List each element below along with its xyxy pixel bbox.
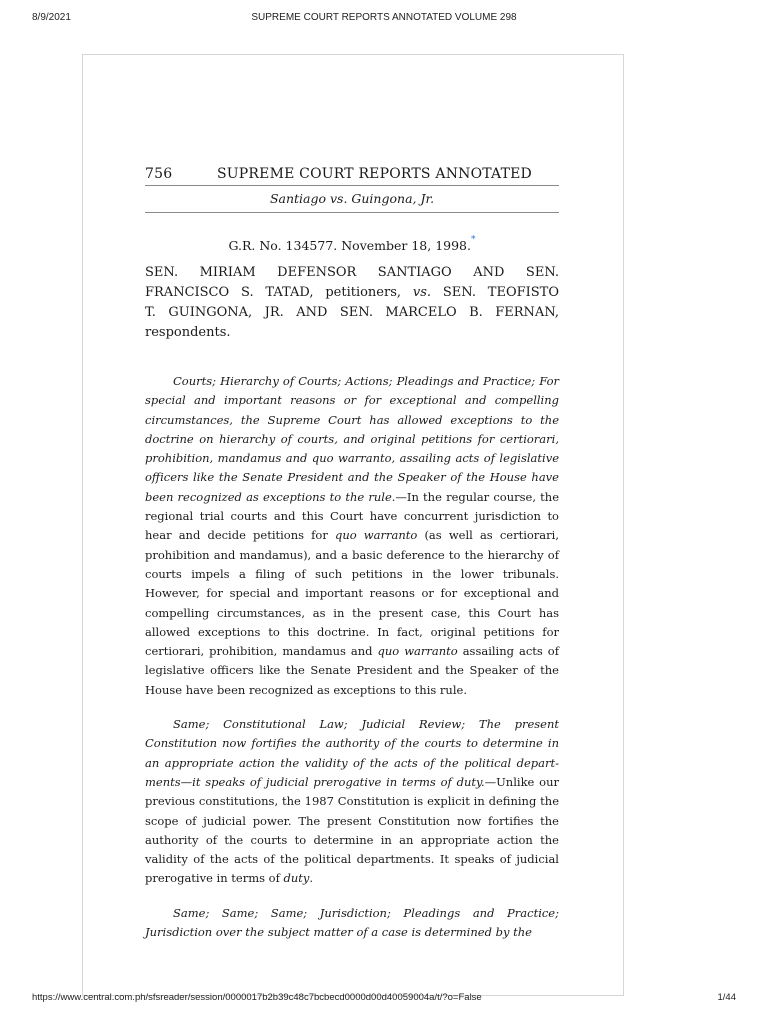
parties-line: SEN. MIRIAM DEFENSOR SANTIAGO AND SEN. <box>145 265 559 280</box>
print-date: 8/9/2021 <box>32 12 71 23</box>
page-content <box>145 163 559 954</box>
parties-line: respondents. <box>145 325 231 340</box>
parties-line: FRANCISCO S. TATAD, petitioners, vs. SEN. TEOFISTO <box>145 285 559 300</box>
running-head <box>145 163 559 186</box>
case-short-title: Santiago vs. Guingona, Jr. <box>145 186 559 213</box>
case-parties <box>145 263 559 343</box>
gr-number: G.R. No. 134577. November 18, 1998. <box>228 238 471 253</box>
syllabus-paragraph: Courts; Hierarchy of Courts; Actions; Pleadings and Practice; For special and important reasons or for exceptional and compelling circumstances, the Supreme Court has allowed exceptions to the doctrine on hierarchy of courts, and original petitions for certiorari, prohibition, mandamus and quo warranto, assailing acts of legislative officers like the Senate President and the Speaker of the House have been recognized as exceptions to the rule.—In the regular course, the regional trial courts and this Court have concurrent jurisdiction to hear and decide petitions for quo warranto (as well as certiorari, prohibition and mandamus), and a basic deference to the hierarchy of courts impels a filing of such petitions in the lower tribunals. However, for special and important reasons or for exceptional and compelling circumstances, as in the present case, this Court has allowed exceptions to this doctrine. In fact, original petitions for certiorari, prohibition, mandamus and quo warranto assailing acts of legislative officers like the Senate President and the Speaker of the House have been recognized as exceptions to this rule. <box>145 374 559 697</box>
parties-line: T. GUINGONA, JR. AND SEN. MARCELO B. FERNAN, <box>145 305 559 320</box>
running-title: SUPREME COURT REPORTS ANNOTATED <box>217 166 532 182</box>
document-page <box>82 54 624 996</box>
print-document-title: SUPREME COURT REPORTS ANNOTATED VOLUME 298 <box>251 12 517 23</box>
syllabus-paragraph: Same; Constitutional Law; Judicial Review; The present Constitution now fortifies the authority of the courts to determine in an appropriate action the validity of the acts of the political depart-ments—it speaks of judicial prerogative in terms of duty.—Unlike our previous constitutions, the 1987 Constitution is explicit in defining the scope of judicial power. The present Constitution now fortifies the authority of the courts to determine in an appropriate action the validity of the acts of the political departments. It speaks of judicial prerogative in terms of duty. <box>145 717 559 886</box>
gr-number-line <box>145 229 559 251</box>
footnote-link[interactable]: * <box>471 235 476 245</box>
browser-print-footer <box>0 990 768 1024</box>
syllabus-headnote: Same; Constitutional Law; Judicial Review; The present Constitution now fortifies the authority of the courts to determine in an appropriate action the validity of the acts of the political depart-ments—it speaks of judicial prerogative in terms of duty. <box>145 717 559 789</box>
versus-text: vs. <box>412 285 432 300</box>
syllabus-headnote: Same; Same; Same; Jurisdiction; Pleadings and Practice; Jurisdiction over the subject matter of a case is determined by the <box>145 905 559 940</box>
browser-print-header <box>0 0 768 30</box>
syllabus-headnote: Courts; Hierarchy of Courts; Actions; Pleadings and Practice; For special and important reasons or for exceptional and compelling circumstances, the Supreme Court has allowed exceptions to the doctrine on hierarchy of courts, and original petitions for certiorari, prohibition, mandamus and quo warranto, assailing acts of legislative officers like the Senate President and the Speaker of the House have been recognized as exceptions to the rule. <box>145 374 559 504</box>
print-page-count: 1/44 <box>717 992 736 1003</box>
syllabus-paragraph <box>145 904 559 943</box>
report-page-number: 756 <box>145 166 173 182</box>
print-url: https://www.central.com.ph/sfsreader/session/0000017b2b39c48c7bcbecd0000d00d40059004a/t/?o=False <box>32 992 482 1003</box>
